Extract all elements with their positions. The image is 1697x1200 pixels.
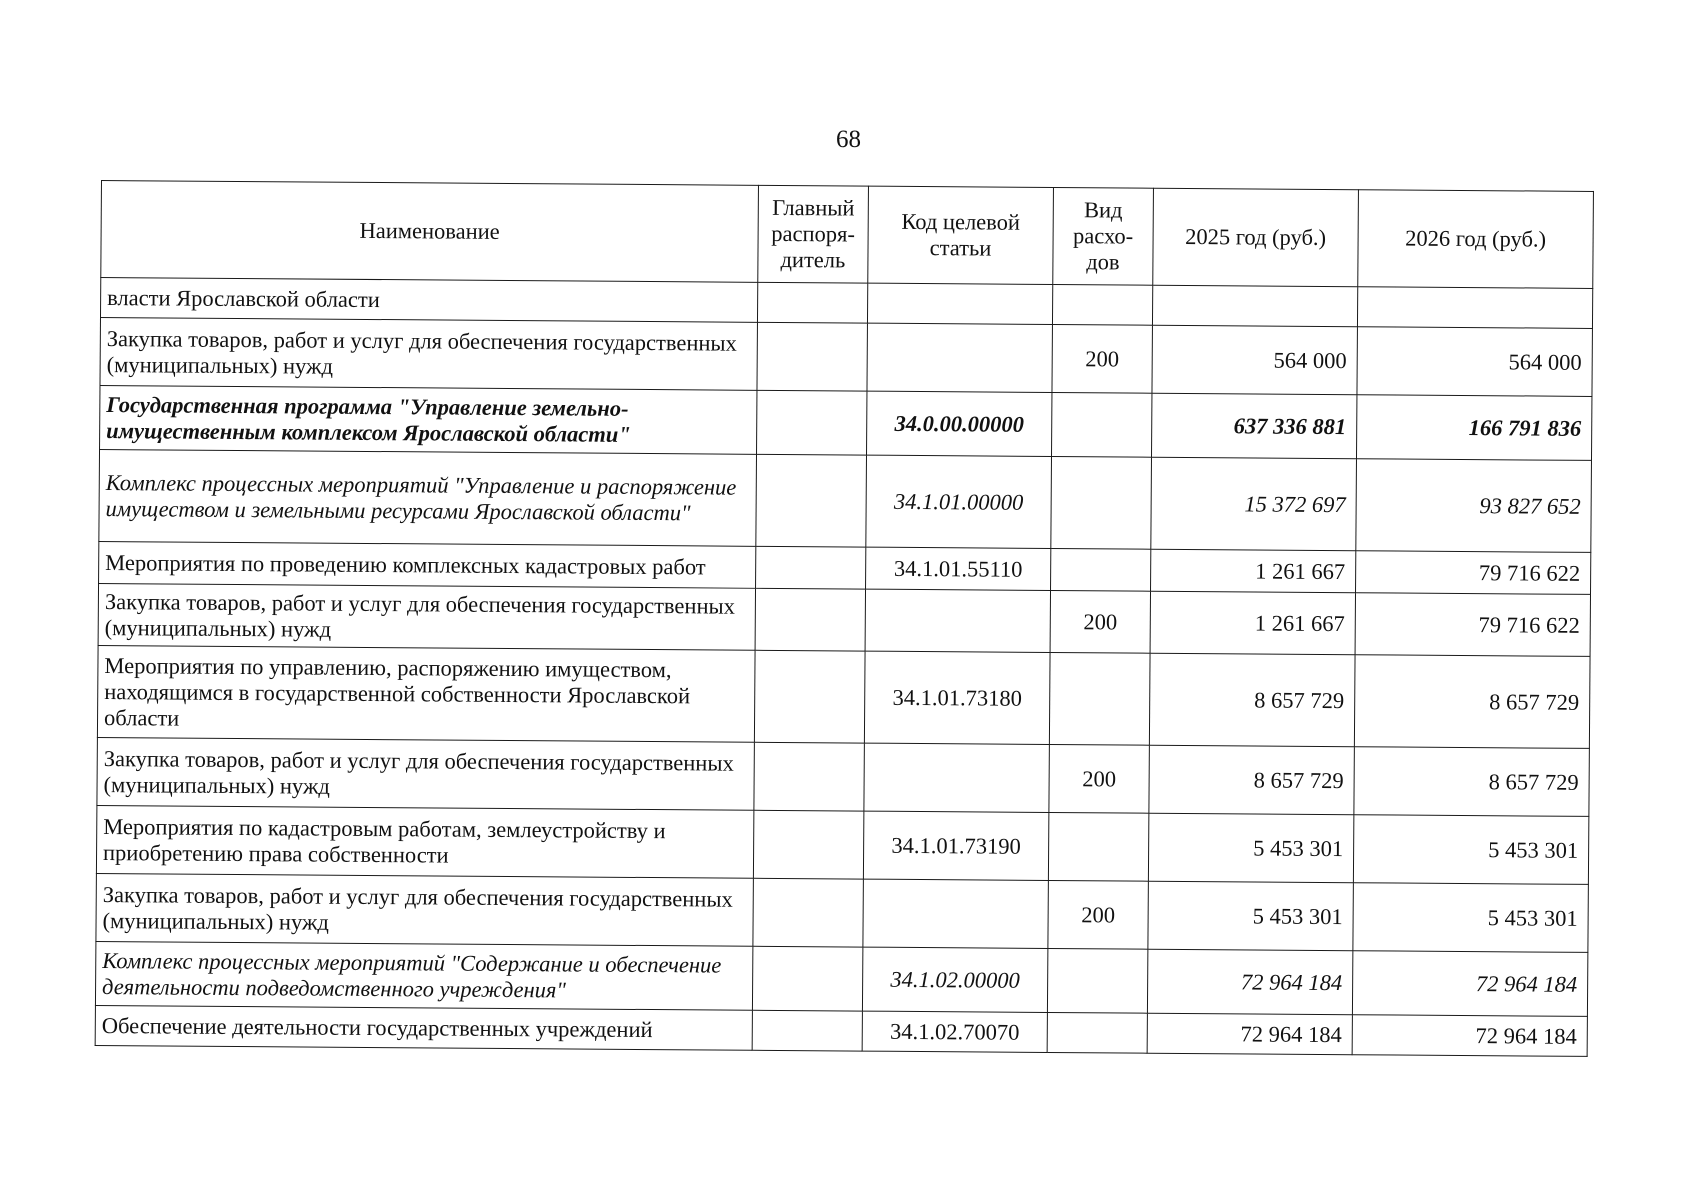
cell-manager [752,1010,862,1051]
cell-2025: 5 453 301 [1148,881,1353,951]
cell-name: Комплекс процессных мероприятий "Управление и распоряжение имуществом и земельными ресурсами Ярославской области" [99,449,757,546]
cell-name: Закупка товаров, работ и услуг для обеспечения государственных (муниципальных) нужд [98,583,755,650]
header-code: Код целевой статьи [868,186,1054,284]
table-row [98,583,1590,656]
table-row [100,385,1592,460]
cell-name: Мероприятия по проведению комплексных кадастровых работ [99,541,756,588]
cell-code [867,323,1052,392]
cell-2025: 1 261 667 [1151,549,1356,593]
cell-kind: 200 [1048,880,1148,949]
cell-manager [756,546,866,589]
cell-name: Закупка товаров, работ и услуг для обеспечения государственных (муниципальных) нужд [100,317,757,390]
cell-2025: 5 453 301 [1148,813,1353,883]
cell-kind [1051,456,1152,549]
table-row [99,449,1592,552]
cell-kind [1051,548,1151,591]
cell-kind: 200 [1052,324,1152,393]
cell-2026: 5 453 301 [1353,883,1588,953]
cell-kind [1051,392,1151,457]
cell-code: 34.0.00.00000 [867,391,1052,456]
cell-kind [1047,948,1147,1013]
cell-code: 34.1.01.73190 [863,811,1048,880]
cell-2026: 93 827 652 [1356,459,1592,553]
cell-2025: 72 964 184 [1147,1013,1352,1055]
cell-name: власти Ярославской области [100,278,757,323]
cell-manager [754,742,864,811]
header-manager: Главный распоря-дитель [758,185,869,283]
cell-2026: 79 716 622 [1356,551,1591,595]
budget-table-wrapper [95,180,1593,1057]
header-2025: 2025 год (руб.) [1153,188,1359,287]
cell-2025: 8 657 729 [1149,653,1355,747]
cell-2026 [1357,287,1592,329]
cell-code [865,589,1050,652]
table-body [95,278,1593,1057]
cell-code: 34.1.01.00000 [866,455,1052,548]
cell-2025: 15 372 697 [1151,457,1357,551]
cell-manager [753,810,863,879]
cell-2025: 72 964 184 [1147,949,1352,1015]
cell-kind [1052,284,1152,325]
cell-kind: 200 [1050,590,1150,653]
cell-2025: 637 336 881 [1151,393,1356,459]
cell-manager [752,946,862,1011]
cell-name: Обеспечение деятельности государственных учреждений [95,1005,752,1050]
cell-2026: 166 791 836 [1356,395,1591,461]
cell-code [864,743,1049,812]
cell-code: 34.1.01.73180 [864,651,1050,744]
page-number: 68 [836,126,861,153]
header-2026: 2026 год (руб.) [1358,190,1594,289]
cell-name: Закупка товаров, работ и услуг для обеспечения государственных (муниципальных) нужд [97,737,754,810]
cell-kind [1048,812,1148,881]
cell-name: Мероприятия по кадастровым работам, землеустройству и приобретению права собственности [96,805,753,878]
cell-kind: 200 [1049,744,1149,813]
table-row [96,873,1588,952]
cell-2025: 8 657 729 [1149,745,1354,815]
header-kind: Вид расхо-дов [1053,187,1154,285]
table-row [100,317,1592,396]
cell-code: 34.1.01.55110 [866,547,1051,590]
cell-code [867,283,1052,324]
table-row [96,805,1588,884]
budget-table [95,180,1594,1057]
cell-2026: 5 453 301 [1353,815,1588,885]
table-row [97,645,1590,748]
cell-manager [755,588,865,651]
cell-manager [754,650,865,743]
cell-code [863,879,1048,948]
cell-2026: 72 964 184 [1352,951,1587,1017]
cell-2026: 8 657 729 [1354,747,1589,817]
cell-name: Комплекс процессных мероприятий "Содержание и обеспечение деятельности подведомственного учреждения" [95,941,752,1010]
cell-2026: 79 716 622 [1355,593,1590,657]
cell-2026: 8 657 729 [1354,655,1590,749]
cell-2025 [1152,285,1357,327]
cell-2026: 72 964 184 [1352,1015,1587,1057]
cell-2026: 564 000 [1357,327,1592,397]
cell-code: 34.1.02.70070 [862,1011,1047,1052]
cell-name: Закупка товаров, работ и услуг для обеспечения государственных (муниципальных) нужд [96,873,753,946]
cell-manager [757,390,867,455]
cell-name: Мероприятия по управлению, распоряжению имуществом, находящимся в государственной собственности Ярославской области [97,645,755,742]
cell-2025: 564 000 [1152,325,1357,395]
cell-name: Государственная программа "Управление земельно-имущественным комплексом Ярославской области" [100,385,757,454]
cell-manager [753,878,863,947]
cell-2025: 1 261 667 [1150,591,1355,655]
cell-manager [756,454,867,547]
header-name: Наименование [101,181,759,283]
table-header-row [101,181,1594,289]
cell-manager [757,322,867,391]
table-row [95,941,1587,1016]
cell-manager [757,282,867,323]
cell-code: 34.1.02.00000 [862,947,1047,1012]
cell-kind [1049,652,1150,745]
table-row [97,737,1589,816]
cell-kind [1047,1012,1147,1053]
